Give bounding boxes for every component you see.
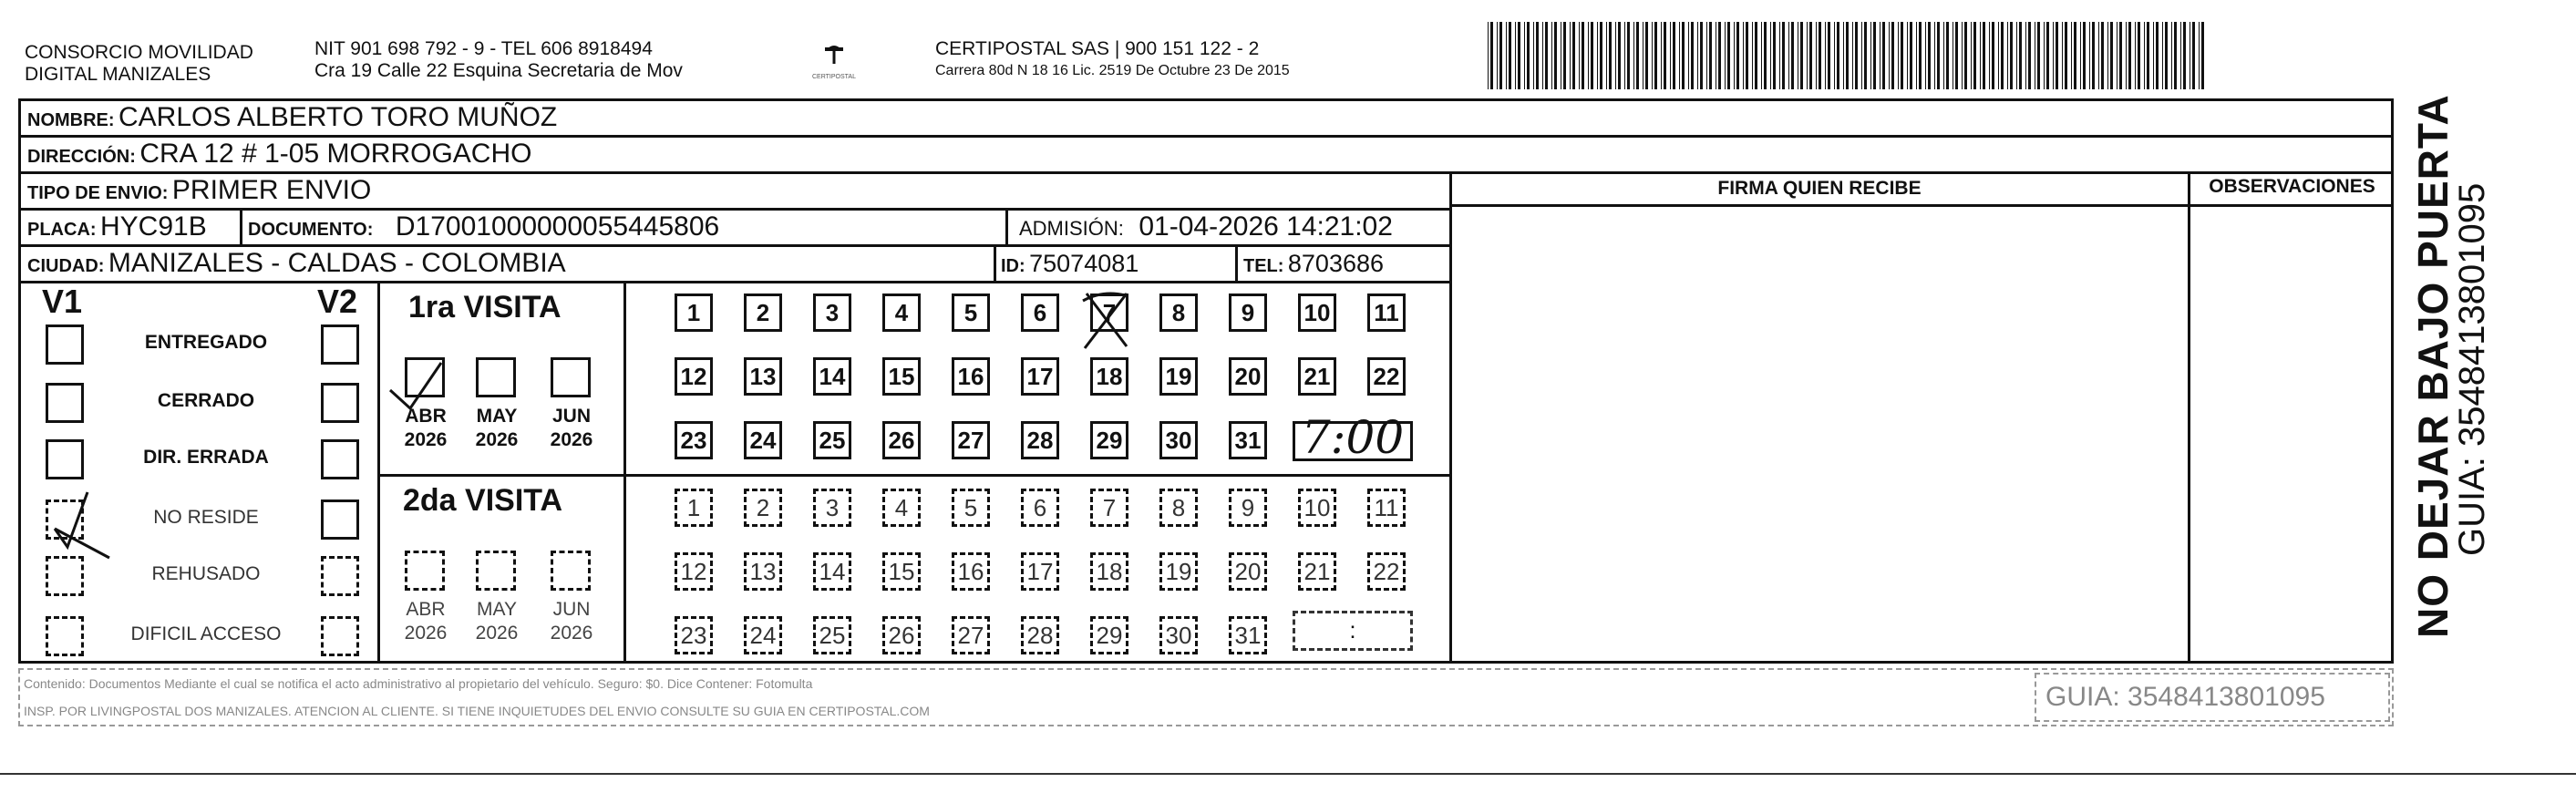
nombre-label: NOMBRE: <box>27 110 115 130</box>
placa-value: HYC91B <box>100 211 207 242</box>
col-divider <box>623 281 626 664</box>
day-box[interactable]: 16 <box>952 357 990 396</box>
courier-info <box>935 38 1290 82</box>
month-checkbox[interactable] <box>405 357 445 397</box>
day-box[interactable]: 9 <box>1229 294 1267 332</box>
day-box[interactable]: 26 <box>882 616 921 654</box>
footer-line2: INSP. POR LIVINGPOSTAL DOS MANIZALES. ATENCION AL CLIENTE. SI TIENE INQUIETUDES DEL ENVIO CONSULTE SU GUIA EN CERTIPOSTAL.COM <box>24 704 930 718</box>
footer-line1: Contenido: Documentos Mediante el cual se notifica el acto administrativo al propietario del vehículo. Seguro: $0. Dice Contener: Fotomulta <box>24 676 813 691</box>
month-year: 2026 <box>550 623 593 644</box>
ciudad-label: CIUDAD: <box>27 256 105 276</box>
day-box[interactable]: 23 <box>675 421 713 459</box>
tipo-row <box>27 175 371 211</box>
status-label: NO RESIDE <box>153 507 259 528</box>
observaciones-header: OBSERVACIONES <box>2209 176 2375 197</box>
day-box[interactable]: 29 <box>1090 421 1128 459</box>
footer-guia: GUIA: 3548413801095 <box>2045 682 2325 712</box>
status-label: CERRADO <box>157 390 255 411</box>
month-year: 2026 <box>550 429 593 450</box>
col-divider <box>994 244 996 281</box>
day-box[interactable]: 23 <box>675 616 713 654</box>
day-box[interactable]: 12 <box>675 357 713 396</box>
company-contact <box>314 38 683 82</box>
day-box[interactable]: 31 <box>1229 421 1267 459</box>
direccion-label: DIRECCIÓN: <box>27 147 136 167</box>
month-checkbox[interactable] <box>405 551 445 591</box>
month-label <box>540 405 603 452</box>
day-box[interactable]: 4 <box>882 294 921 332</box>
ciudad-row <box>27 248 566 283</box>
day-box[interactable]: 21 <box>1298 357 1336 396</box>
row-divider <box>1451 204 2394 207</box>
day-box[interactable]: 7 <box>1090 294 1128 332</box>
nit-line: NIT 901 698 792 - 9 - TEL 606 8918494 <box>314 38 653 59</box>
courier-logo-icon <box>807 40 861 82</box>
col-divider <box>1005 208 1008 244</box>
month-label <box>394 598 458 645</box>
admision-label: ADMISIÓN: <box>1019 217 1124 240</box>
day-box[interactable]: 10 <box>1298 489 1336 527</box>
month-name: JUN <box>551 406 591 427</box>
day-box[interactable]: 2 <box>744 489 782 527</box>
v2-checkbox[interactable] <box>321 499 359 540</box>
visit2-title: 2da VISITA <box>403 483 563 518</box>
day-box[interactable]: 12 <box>675 552 713 591</box>
day-box[interactable]: 22 <box>1367 357 1406 396</box>
courier-address: Carrera 80d N 18 16 Lic. 2519 De Octubre 23 De 2015 <box>935 63 1290 78</box>
v2-checkbox[interactable] <box>321 616 359 656</box>
day-box[interactable]: 3 <box>813 489 851 527</box>
day-box[interactable]: 22 <box>1367 552 1406 591</box>
col-divider <box>1235 244 1238 281</box>
tipo-value: PRIMER ENVIO <box>171 175 372 205</box>
day-box[interactable]: 24 <box>744 421 782 459</box>
day-box[interactable]: 2 <box>744 294 782 332</box>
day-box[interactable]: 11 <box>1367 489 1406 527</box>
day-box[interactable]: 18 <box>1090 552 1128 591</box>
v2-checkbox[interactable] <box>321 383 359 423</box>
day-box[interactable]: 30 <box>1159 616 1198 654</box>
day-box[interactable]: 19 <box>1159 357 1198 396</box>
day-box[interactable]: 11 <box>1367 294 1406 332</box>
month-name: JUN <box>552 599 591 620</box>
day-box[interactable]: 19 <box>1159 552 1198 591</box>
day-box[interactable]: 3 <box>813 294 851 332</box>
documento-label: DOCUMENTO: <box>248 220 374 240</box>
day-box[interactable]: 10 <box>1298 294 1336 332</box>
visit1-time: 7:00 <box>1301 411 1405 464</box>
month-name: MAY <box>476 406 518 427</box>
day-box[interactable]: 31 <box>1229 616 1267 654</box>
month-checkbox[interactable] <box>551 357 591 397</box>
month-year: 2026 <box>404 429 448 450</box>
v2-checkbox[interactable] <box>321 556 359 596</box>
day-box[interactable]: 1 <box>675 489 713 527</box>
status-label: DIR. ERRADA <box>143 447 269 468</box>
placa-label: PLACA: <box>27 220 97 240</box>
col-divider <box>240 208 242 244</box>
tipo-label: TIPO DE ENVIO: <box>27 183 169 203</box>
day-box[interactable]: 8 <box>1159 489 1198 527</box>
nombre-value: CARLOS ALBERTO TORO MUÑOZ <box>118 102 558 132</box>
nombre-row <box>27 102 557 138</box>
v2-checkbox[interactable] <box>321 439 359 479</box>
day-box[interactable]: 9 <box>1229 489 1267 527</box>
day-box[interactable]: 29 <box>1090 616 1128 654</box>
day-box[interactable]: 6 <box>1021 294 1059 332</box>
day-box[interactable]: 20 <box>1229 357 1267 396</box>
documento-row <box>248 211 719 247</box>
documento-value: D17001000000055445806 <box>395 211 720 242</box>
barcode <box>1488 22 2215 89</box>
day-box[interactable]: 5 <box>952 294 990 332</box>
day-box[interactable]: 4 <box>882 489 921 527</box>
tel-row <box>1243 248 1384 283</box>
day-box[interactable]: 13 <box>744 552 782 591</box>
day-box[interactable]: 30 <box>1159 421 1198 459</box>
v1-header: V1 <box>42 283 83 320</box>
day-box[interactable]: 13 <box>744 357 782 396</box>
visit-divider <box>377 474 1449 477</box>
company-line1: CONSORCIO MOVILIDAD <box>25 42 253 63</box>
side-guia: GUIA: 3548413801095 <box>2452 182 2492 556</box>
month-year: 2026 <box>475 429 519 450</box>
admision-row <box>1019 211 1393 247</box>
day-box[interactable]: 28 <box>1021 421 1059 459</box>
day-box[interactable]: 21 <box>1298 552 1336 591</box>
tel-label: TEL: <box>1243 256 1284 276</box>
month-checkbox[interactable] <box>551 551 591 591</box>
col-divider <box>377 281 380 664</box>
svg-text:CERTIPOSTAL: CERTIPOSTAL <box>812 74 856 80</box>
month-label <box>394 405 458 452</box>
v1-checkbox[interactable] <box>46 439 84 479</box>
address-line: Cra 19 Calle 22 Esquina Secretaria de Mov <box>314 60 683 81</box>
day-box[interactable]: 14 <box>813 357 851 396</box>
day-box[interactable]: 24 <box>744 616 782 654</box>
visit1-title: 1ra VISITA <box>408 290 562 324</box>
ciudad-value: MANIZALES - CALDAS - COLOMBIA <box>108 248 566 278</box>
id-value: 75074081 <box>1029 250 1139 277</box>
day-box[interactable]: 28 <box>1021 616 1059 654</box>
v1-checkbox[interactable] <box>46 383 84 423</box>
side-warning: NO DEJAR BAJO PUERTA <box>2409 94 2457 638</box>
day-box[interactable]: 7 <box>1090 489 1128 527</box>
day-box[interactable]: 8 <box>1159 294 1198 332</box>
col-divider <box>1449 171 1452 664</box>
v2-header: V2 <box>317 283 358 320</box>
day-box[interactable]: 6 <box>1021 489 1059 527</box>
month-year: 2026 <box>475 623 519 644</box>
month-name: MAY <box>477 599 517 620</box>
col-divider <box>2188 171 2190 664</box>
day-box[interactable]: 18 <box>1090 357 1128 396</box>
v1-checkbox[interactable] <box>46 499 84 540</box>
admision-value: 01-04-2026 14:21:02 <box>1139 211 1393 242</box>
placa-row <box>27 211 207 247</box>
day-box[interactable]: 27 <box>952 421 990 459</box>
day-box[interactable]: 27 <box>952 616 990 654</box>
month-label <box>465 405 529 452</box>
direccion-value: CRA 12 # 1-05 MORROGACHO <box>139 139 532 169</box>
month-year: 2026 <box>404 623 448 644</box>
day-box[interactable]: 16 <box>952 552 990 591</box>
status-label: ENTREGADO <box>144 332 268 353</box>
cut-line <box>0 773 2576 775</box>
day-box[interactable]: 17 <box>1021 357 1059 396</box>
status-label: REHUSADO <box>151 563 261 584</box>
status-label: DIFICIL ACCESO <box>130 623 282 644</box>
day-box[interactable]: 15 <box>882 552 921 591</box>
month-checkbox[interactable] <box>476 357 516 397</box>
id-label: ID: <box>1001 256 1025 276</box>
courier-name: CERTIPOSTAL SAS | 900 151 122 - 2 <box>935 38 1260 59</box>
direccion-row <box>27 139 531 174</box>
company-name <box>25 42 253 86</box>
day-box[interactable]: 25 <box>813 616 851 654</box>
day-box[interactable]: 14 <box>813 552 851 591</box>
day-box[interactable]: 5 <box>952 489 990 527</box>
month-label <box>465 598 529 645</box>
day-box[interactable]: 17 <box>1021 552 1059 591</box>
tel-value: 8703686 <box>1287 250 1385 277</box>
company-line2: DIGITAL MANIZALES <box>25 64 211 85</box>
month-label <box>540 598 603 645</box>
day-box[interactable]: 25 <box>813 421 851 459</box>
v1-checkbox[interactable] <box>46 556 84 596</box>
firma-header: FIRMA QUIEN RECIBE <box>1717 178 1922 199</box>
id-row <box>1001 248 1139 283</box>
month-name: ABR <box>405 406 447 427</box>
month-name: ABR <box>406 599 446 620</box>
v2-checkbox[interactable] <box>321 324 359 365</box>
day-box[interactable]: 1 <box>675 294 713 332</box>
day-box[interactable]: 26 <box>882 421 921 459</box>
visit2-time: : <box>1349 616 1356 644</box>
day-box[interactable]: 20 <box>1229 552 1267 591</box>
v1-checkbox[interactable] <box>46 324 84 365</box>
month-checkbox[interactable] <box>476 551 516 591</box>
v1-checkbox[interactable] <box>46 616 84 656</box>
day-box[interactable]: 15 <box>882 357 921 396</box>
